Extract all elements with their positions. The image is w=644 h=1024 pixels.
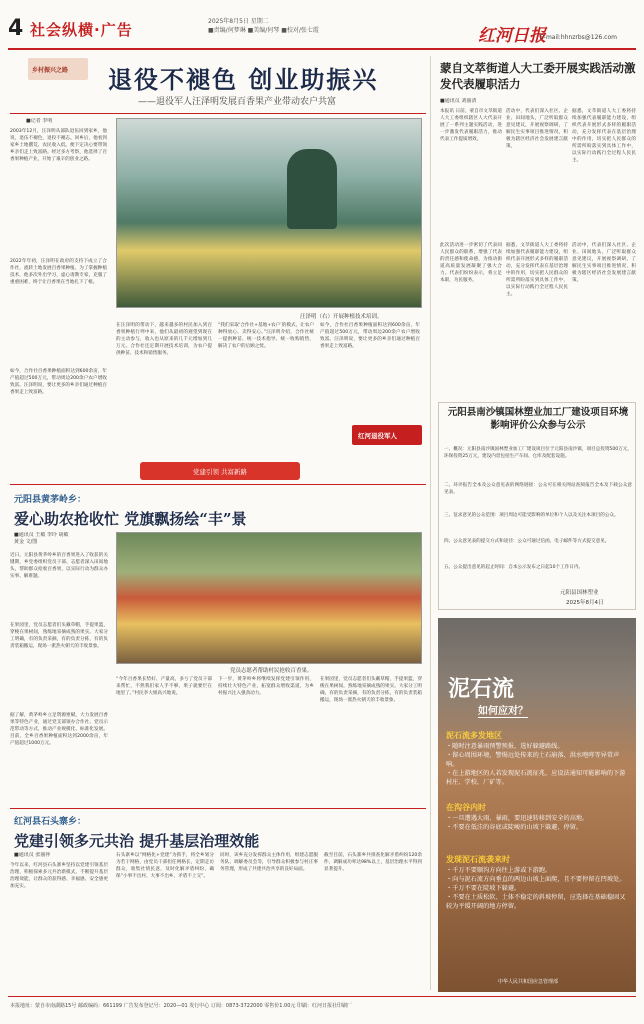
right2-body-2: 二、环评报告全本及公众意见表的网络链接：公众可在相关网站查阅报告全本及下载公众意见表。 xyxy=(444,483,632,495)
lead-subtitle: ——退役军人汪泽明发展百香果产业带动农户共富 xyxy=(138,97,337,107)
column-divider xyxy=(430,56,431,990)
page-number: 4 xyxy=(8,16,24,41)
right1-body-1: 本报讯 日前，蒙自市文萃街道人大工委组织辖区人大代表开展了一系列主题实践活动，进一步激发代表履职活力，推动代表工作提质增效。 xyxy=(440,109,502,142)
footer-info: 本报地址：蒙自市南湖路15号 邮政编码：661199 广告发布登记号：2020—01 发行中心 订阅：0873-3722000 零售价1.00元 印刷：红河日报社印刷厂 xyxy=(10,1003,353,1009)
lead-body-4: 在汪泽明的带动下，越来越多的村民加入到百香果种植行列中来，他们从最初的观望到现在的主动参与，收入也从原来的几千元增加到几万元。合作社还定期开展技术培训，为农户提供种苗、技术和销售服务。 xyxy=(116,323,212,356)
story2-caption: 党员志愿者帮助村民抢收百香果。 xyxy=(230,668,313,674)
right2-title: 元阳县南沙镇国林塑业加工厂建设项目环境影响评价公众参与公示 xyxy=(447,407,629,431)
lead-photo xyxy=(116,118,422,308)
section-title: 社会纵横·广告 xyxy=(30,21,133,39)
party-banner: 党建引领 共富新路 xyxy=(140,462,300,480)
story3-body-4: 截至目前，石头寨乡共排查化解矛盾纠纷120余件，调解成功率达98%以上，基层治理水平得到显著提升。 xyxy=(324,853,422,872)
lead-body-3b: 如今，合作社百香果种植面积达到600余亩，年产值超过500万元，带动周边200余户农户增收致富。汪泽明说，要让更多的乡亲们通过种植百香果走上致富路。 xyxy=(320,323,420,349)
header-meta xyxy=(208,17,319,35)
story2-body-1: 近日，元阳县黄茅岭乡的百香果进入了收获的关键期，乡党委组织党员干部、志愿者深入田间地头，帮助群众抢收百香果，以实际行动为群众办实事、解难题。 xyxy=(10,553,108,579)
lead-caption: 汪泽明（右）开展种植技术培训。 xyxy=(300,314,383,320)
right1-title: 蒙自文萃街道人大工委开展实践活动激发代表履职活力 xyxy=(440,61,636,91)
header-rule xyxy=(8,48,636,50)
mudslide-panel xyxy=(438,618,636,992)
story3-body-3: 同时，该乡充分发挥群众主体作用，组建志愿服务队、调解委员会等，引导群众积极参与村庄事务管理，形成了共建共治共享的良好局面。 xyxy=(220,853,318,872)
right1-body-2: 活动中，代表们深入社区、企业、田间地头，广泛听取群众意见建议，开展视察调研，了解民生实事项目推进情况，积极为辖区经济社会发展建言献策。 xyxy=(506,109,568,149)
story2-title: 爱心助农抢收忙 党旗飘扬绘“丰”景 xyxy=(14,510,247,528)
veteran-badge: 红河退役军人 xyxy=(352,425,422,445)
right2-body-3: 三、征求意见的公众范围：项目周边可能受影响的单位和个人以及关注本项目的公众。 xyxy=(444,513,619,518)
mudslide-sec2-body: ・一旦遭遇大雨、暴雨，要迅速转移到安全的高地。 ・不要在低洼的谷底或陡峻的山坡下躲避、停留。 xyxy=(446,815,589,831)
story2-body-3: “今年百香果长势好、产量高，多亏了党员干部来帮忙，不然我们家人手不够，果子就要烂在地里了。”村民李大姐高兴地说。 xyxy=(116,677,212,696)
photo-figure xyxy=(287,149,337,229)
lead-rule xyxy=(10,113,426,114)
lead-byline: ■记者 李明 xyxy=(26,118,53,124)
right1-byline: ■通讯员 刘丽清 xyxy=(440,98,477,104)
lead-title: 退役不褪色 创业助振兴 xyxy=(108,65,379,94)
right1-body-4: 此次活动进一步密切了代表同人民群众的联系，增强了代表的责任感和使命感，为推动街道高质量发展凝聚了强大合力。代表们纷纷表示，将立足本职，为民服务。 xyxy=(440,243,502,283)
mudslide-title: 泥石流 xyxy=(448,676,515,702)
right1-body-3b: 据悉，文萃街道人大工委将持续加强代表履职能力建设，组织代表开展形式多样的履职活动，充分发挥代表在基层治理中的作用，切实把人民群众的所需所盼落实到具体工作中，以实际行动践行全过程人民民主。 xyxy=(506,243,568,297)
mudslide-sec3-body: ・千万不要顺沟方向往上游或下游跑。 ・向与泥石流方向垂直的两边山坡上面爬，且不要停留在凹坡处。 ・千万不要在陡坡下躲避。 ・不要在土质松软、土体不稳定的斜坡停留，应选择在基础稳固又较为平缓开阔的地方停留。 xyxy=(446,867,626,910)
story3-body-2: 石头寨乡以“网格化+党建”为抓手，将全乡划分为若干网格，由党员干部担任网格长，定期走访群众，收集社情民意，及时化解矛盾纠纷，确保“小事不出村、大事不出乡、矛盾不上交”。 xyxy=(116,853,214,879)
story3-title: 党建引领多元共治 提升基层治理效能 xyxy=(14,832,260,850)
right2-body-5: 五、公众提出意见的起止时间：自本公示发布之日起10个工作日内。 xyxy=(444,565,584,570)
footer-rule xyxy=(8,996,636,997)
mudslide-sec3: 发现泥石流袭来时 xyxy=(446,855,510,864)
notice-signer: 元阳县国林塑业 xyxy=(560,590,599,596)
notice-date: 2025年8月4日 xyxy=(566,600,604,606)
story2-body-4: 据了解，黄茅岭乡立足资源禀赋，大力发展百香果等特色产业，通过党支部领办合作社、党员示范带动等方式，推动产业规模化、标准化发展。目前，全乡百香果种植面积达到2000余亩，年产值超过1000万元。 xyxy=(10,713,108,746)
kicker-badge xyxy=(28,58,88,80)
section-divider-2 xyxy=(10,808,426,809)
lead-body-5: “我们采取‘合作社+基地+农户’的模式，让农户种得放心、卖得安心。”汪泽明介绍，合作社统一提供种苗、统一技术指导、统一收购销售，解决了农户的后顾之忧。 xyxy=(218,323,314,349)
story2-body-5: 下一步，黄茅岭乡将继续发挥党建引领作用，持续壮大特色产业，拓宽群众增收渠道，为乡村振兴注入强劲动力。 xyxy=(218,677,314,696)
lead-body-1: 2003年12月，汪泽明从部队退伍回到家乡，他说，退伍不褪色，退役不褪志。回乡后，他看到家乡土地撂荒、农民收入低，便下定决心要带领乡亲们走上致富路。经过多方考察，他选择了百香果种植产业，开始了艰辛的创业之路。 xyxy=(10,129,107,162)
email-address: E-mail:hhnzrbs@126.com xyxy=(540,34,617,41)
issue-date: 2025年8月5日 星期二 xyxy=(208,18,269,25)
mudslide-sec2: 在沟谷内时 xyxy=(446,803,486,812)
right1-body-2b: 活动中，代表们深入社区、企业、田间地头，广泛听取群众意见建议，开展视察调研，了解民生实事项目推进情况，积极为辖区经济社会发展建言献策。 xyxy=(572,243,636,283)
story2-photo xyxy=(116,532,422,664)
mudslide-source: 中华人民共和国应急管理部 xyxy=(498,979,559,985)
right2-body-4: 四、公众意见表的提交方式和途径：公众可通过信函、电子邮件等方式提交意见。 xyxy=(444,539,610,544)
story2-byline: ■通讯员 王敏 李玲 胡敏 黄金 文/图 xyxy=(14,532,69,545)
newspaper-logo: 红河日报 xyxy=(478,26,546,46)
editors-line: ■责编/何梦琳 ■美编/何琴 ■校对/张七霞 xyxy=(208,27,319,34)
lead-body-3: 如今，合作社百香果种植面积达到600余亩，年产值超过500万元，带动周边200余户农户增收致富。汪泽明说，要让更多的乡亲们通过种植百香果走上致富路。 xyxy=(10,369,107,395)
lead-kicker: 乡村振兴之路 xyxy=(32,67,69,74)
story2-body-2: 在果园里，党员志愿者们头戴草帽，手提果篮，穿梭在果树间，熟练地采摘成熟的果实。大家分工明确，有的负责采摘，有的负责分拣，有的负责装箱搬运，现场一派热火朝天的丰收景象。 xyxy=(10,623,108,649)
right2-body-1: 一、概况：元阳县南沙镇国林塑业加工厂建设项目位于元阳县南沙镇，项目总投资500万元，环保投资25万元，建设内容包括生产车间、仓库及配套设施。 xyxy=(444,447,632,459)
right1-body-3: 据悉，文萃街道人大工委将持续加强代表履职能力建设，组织代表开展形式多样的履职活动，充分发挥代表在基层治理中的作用，切实把人民群众的所需所盼落实到具体工作中，以实际行动践行全过程人民民主。 xyxy=(572,109,636,163)
mudslide-sec1: 泥石流多发地区 xyxy=(446,731,502,740)
story3-kicker: 红河县石头寨乡： xyxy=(14,817,87,827)
story2-body-2b: 在果园里，党员志愿者们头戴草帽，手提果篮，穿梭在果树间，熟练地采摘成熟的果实。大家分工明确，有的负责采摘，有的负责分拣，有的负责装箱搬运，现场一派热火朝天的丰收景象。 xyxy=(320,677,422,703)
mudslide-subtitle: 如何应对？ xyxy=(478,702,528,718)
story3-body-1: 今年以来，红河县石头寨乡坚持以党建引领基层治理，积极探索多元共治新模式，不断提升基层治理效能，让群众的获得感、幸福感、安全感更加充实。 xyxy=(10,863,108,889)
story2-kicker: 元阳县黄茅岭乡： xyxy=(14,495,87,505)
mudslide-sec1-body: ・随时注意暴雨预警预报，选好躲避路线。 ・留心周围环境，警惕远处传来的土石崩落、洪水咆哮等异常声响。 ・在上游地区的人若发现泥石流征兆，应设法通知可能影响的下游村庄、学校、厂矿等。 xyxy=(446,743,626,786)
lead-body-2: 2022年年初，汪泽明在政府的支持下成立了合作社，流转土地发展百香果种植。为了掌握种植技术，他多次外出学习，虚心请教专家，克服了重重困难，终于让百香果在当地扎下了根。 xyxy=(10,259,107,285)
section-divider-1 xyxy=(10,484,426,485)
story3-byline: ■通讯员 张丽萍 xyxy=(14,852,51,858)
